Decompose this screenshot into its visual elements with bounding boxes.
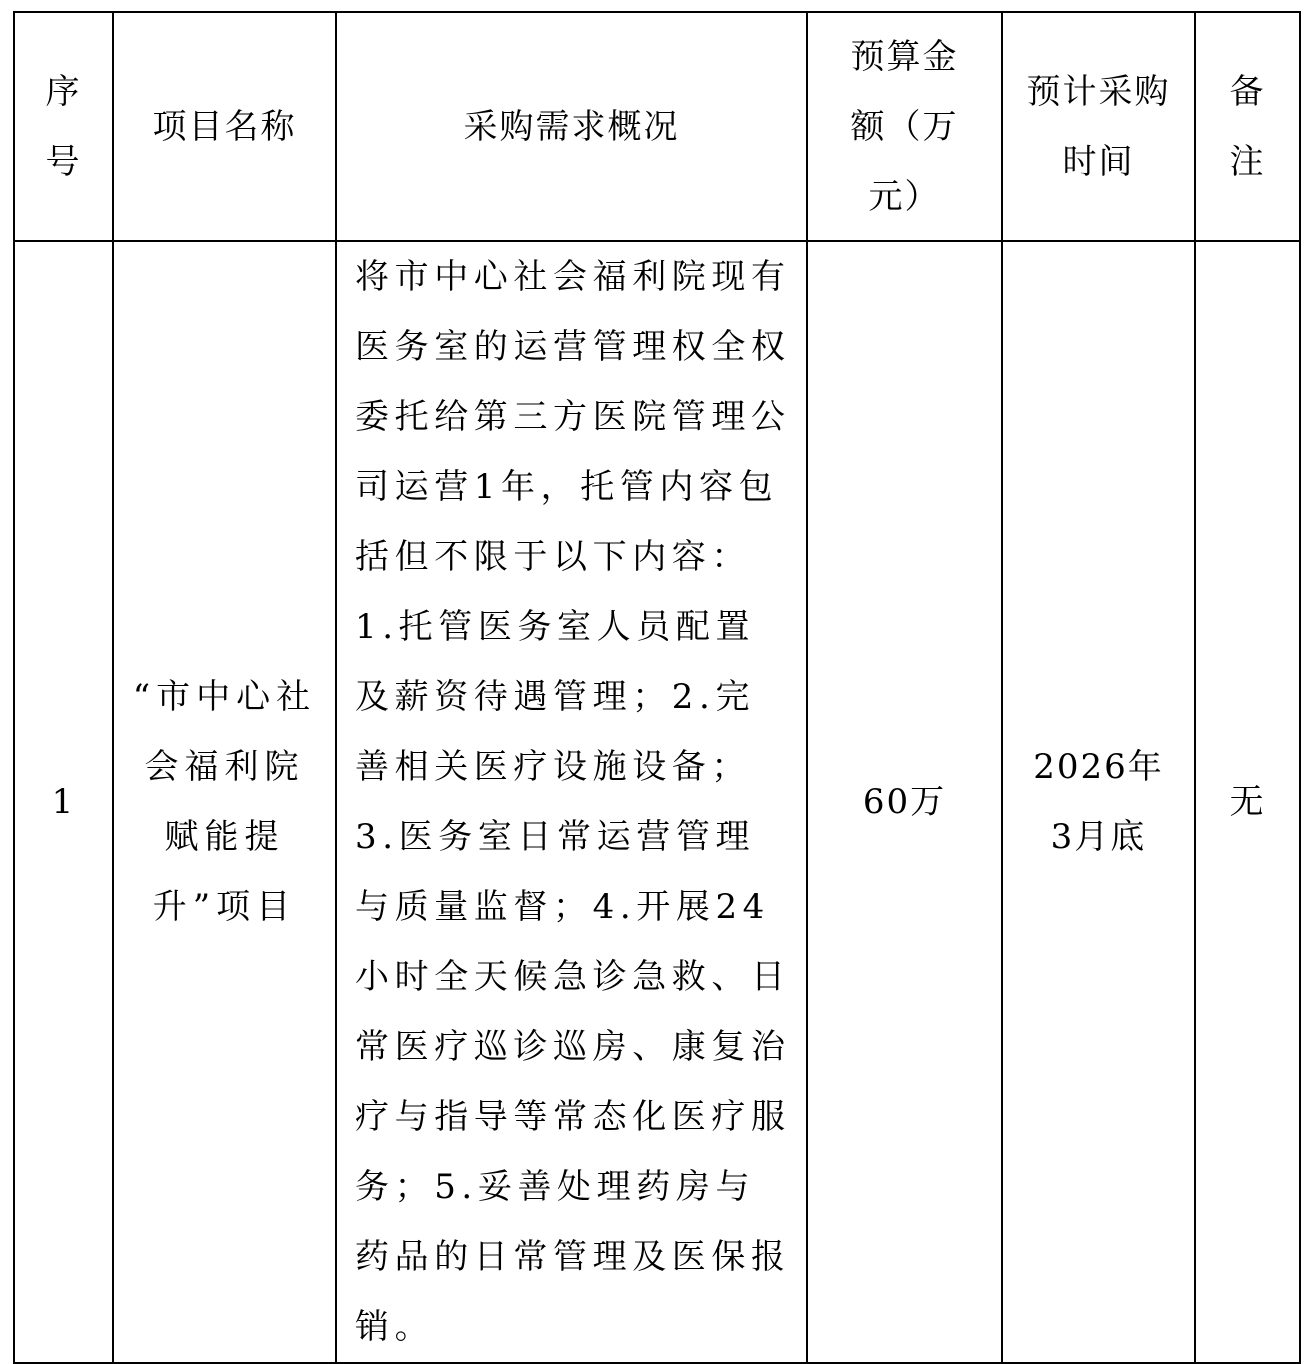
header-remark <box>1195 12 1300 241</box>
header-remark-label: 备注 <box>1229 71 1266 182</box>
cell-seq <box>14 241 113 1363</box>
row-budget: 60万 <box>862 782 947 822</box>
row-project-name: “市中心社会福利院赋能提升”项目 <box>132 677 317 927</box>
row-seq: 1 <box>51 782 76 822</box>
header-budget <box>807 12 1002 241</box>
cell-name <box>113 241 336 1363</box>
row-remark: 无 <box>1229 782 1266 822</box>
header-time <box>1002 12 1195 241</box>
procurement-table <box>13 11 1301 1364</box>
cell-remark <box>1195 241 1300 1363</box>
row-description: 将市中心社会福利院现有医务室的运营管理权全权委托给第三方医院管理公司运营1年，托管内容包括但不限于以下内容：1.托管医务室人员配置及薪资待遇管理；2.完善相关医疗设施设备；3.医务室日常运营管理与质量监督；4.开展24小时全天候急诊急救、日常医疗巡诊巡房、康复治疗与指导等常态化医疗服务；5.妥善处理药房与药品的日常管理及医保报销。 <box>355 257 791 1347</box>
cell-time <box>1002 241 1195 1363</box>
header-time-label: 预计采购时间 <box>1026 71 1171 182</box>
cell-description <box>336 241 807 1363</box>
header-row <box>14 12 1300 241</box>
header-description <box>336 12 807 241</box>
header-description-label: 采购需求概况 <box>463 106 680 147</box>
header-seq <box>14 12 113 241</box>
table-row <box>14 241 1300 1363</box>
header-name-label: 项目名称 <box>152 106 297 147</box>
header-name <box>113 12 336 241</box>
cell-budget <box>807 241 1002 1363</box>
row-time: 2026年3月底 <box>1033 747 1164 857</box>
header-budget-label: 预算金额（万元） <box>850 36 959 217</box>
header-seq-label: 序号 <box>45 71 82 182</box>
